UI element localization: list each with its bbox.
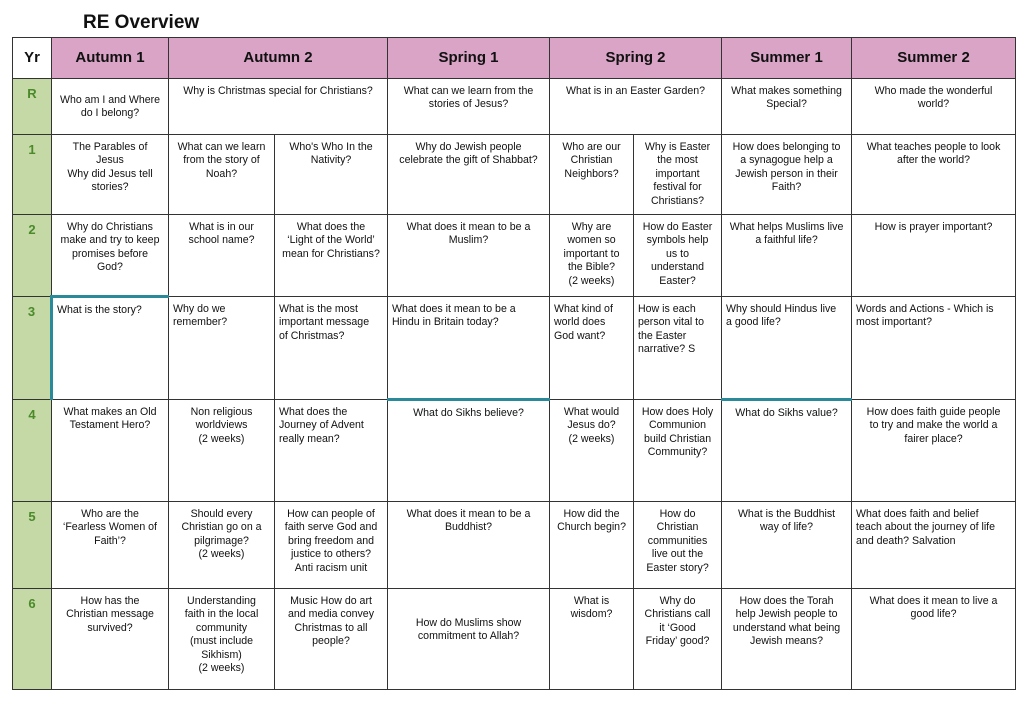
cell-6-autumn2b: Music How do art and media convey Christmas to all people? xyxy=(275,589,388,690)
cell-5-spring2b: How do Christian communities live out the Easter story? xyxy=(634,502,722,589)
cell-2-summer1: What helps Muslims live a faithful life? xyxy=(722,215,852,297)
cell-1-autumn1: The Parables of Jesus Why did Jesus tell stories? xyxy=(52,135,169,215)
cell-6-spring2b: Why do Christians call it ‘Good Friday’ good? xyxy=(634,589,722,690)
cell-4-summer2: How does faith guide people to try and make the world a fairer place? xyxy=(852,400,1016,502)
year-cell: R xyxy=(13,79,52,135)
cell-6-summer1: How does the Torah help Jewish people to understand what being Jewish means? xyxy=(722,589,852,690)
cell-5-autumn1: Who are the ‘Fearless Women of Faith’? xyxy=(52,502,169,589)
page-title: RE Overview xyxy=(83,12,200,33)
cell-4-spring2b: How does Holy Communion build Christian Community? xyxy=(634,400,722,502)
header-autumn-1: Autumn 1 xyxy=(52,38,169,79)
cell-3-summer1: Why should Hindus live a good life? xyxy=(722,297,852,400)
table-row-4 xyxy=(13,400,1016,502)
header-spring-1: Spring 1 xyxy=(388,38,550,79)
cell-5-summer2: What does faith and belief teach about the journey of life and death? Salvation xyxy=(852,502,1016,589)
cell-3-autumn1: What is the story? xyxy=(52,297,169,400)
header-autumn-2: Autumn 2 xyxy=(169,38,388,79)
re-overview-table xyxy=(12,37,1016,690)
cell-6-autumn2a: Understanding faith in the local community (must include Sikhism) (2 weeks) xyxy=(169,589,275,690)
cell-4-spring1: What do Sikhs believe? xyxy=(388,400,550,502)
cell-r-spring2: What is in an Easter Garden? xyxy=(550,79,722,135)
year-cell: 4 xyxy=(13,400,52,502)
cell-5-autumn2b: How can people of faith serve God and bring freedom and justice to others? Anti racism unit xyxy=(275,502,388,589)
cell-2-autumn2b: What does the ‘Light of the World’ mean for Christians? xyxy=(275,215,388,297)
year-cell: 3 xyxy=(13,297,52,400)
cell-3-spring1: What does it mean to be a Hindu in Britain today? xyxy=(388,297,550,400)
cell-1-autumn2a: What can we learn from the story of Noah? xyxy=(169,135,275,215)
table-row-3 xyxy=(13,297,1016,400)
cell-6-autumn1: How has the Christian message survived? xyxy=(52,589,169,690)
cell-r-summer1: What makes something Special? xyxy=(722,79,852,135)
header-row xyxy=(13,38,1016,79)
cell-4-autumn2b: What does the Journey of Advent really mean? xyxy=(275,400,388,502)
cell-4-autumn1: What makes an Old Testament Hero? xyxy=(52,400,169,502)
cell-5-spring1: What does it mean to be a Buddhist? xyxy=(388,502,550,589)
cell-5-summer1: What is the Buddhist way of life? xyxy=(722,502,852,589)
cell-3-summer2: Words and Actions - Which is most important? xyxy=(852,297,1016,400)
cell-3-autumn2b: What is the most important message of Christmas? xyxy=(275,297,388,400)
cell-3-autumn2a: Why do we remember? xyxy=(169,297,275,400)
cell-6-summer2: What does it mean to live a good life? xyxy=(852,589,1016,690)
cell-4-autumn2a: Non religious worldviews (2 weeks) xyxy=(169,400,275,502)
cell-1-spring2b: Why is Easter the most important festival for Christians? xyxy=(634,135,722,215)
cell-2-summer2: How is prayer important? xyxy=(852,215,1016,297)
header-summer-1: Summer 1 xyxy=(722,38,852,79)
cell-1-summer2: What teaches people to look after the world? xyxy=(852,135,1016,215)
cell-3-spring2a: What kind of world does God want? xyxy=(550,297,634,400)
table-row-5 xyxy=(13,502,1016,589)
cell-r-spring1: What can we learn from the stories of Jesus? xyxy=(388,79,550,135)
cell-1-autumn2b: Who's Who In the Nativity? xyxy=(275,135,388,215)
cell-6-spring1: How do Muslims show commitment to Allah? xyxy=(388,589,550,690)
cell-1-spring1: Why do Jewish people celebrate the gift of Shabbat? xyxy=(388,135,550,215)
table-row-r xyxy=(13,79,1016,135)
table-row-2 xyxy=(13,215,1016,297)
cell-2-autumn1: Why do Christians make and try to keep promises before God? xyxy=(52,215,169,297)
cell-3-spring2b: How is each person vital to the Easter narrative? S xyxy=(634,297,722,400)
table-row-1 xyxy=(13,135,1016,215)
header-yr: Yr xyxy=(13,38,52,79)
cell-6-spring2a: What is wisdom? xyxy=(550,589,634,690)
cell-4-summer1: What do Sikhs value? xyxy=(722,400,852,502)
table-row-6 xyxy=(13,589,1016,690)
cell-r-summer2: Who made the wonderful world? xyxy=(852,79,1016,135)
cell-r-autumn1: Who am I and Where do I belong? xyxy=(52,79,169,135)
cell-1-spring2a: Who are our Christian Neighbors? xyxy=(550,135,634,215)
cell-1-summer1: How does belonging to a synagogue help a Jewish person in their Faith? xyxy=(722,135,852,215)
cell-2-spring2b: How do Easter symbols help us to understand Easter? xyxy=(634,215,722,297)
cell-5-spring2a: How did the Church begin? xyxy=(550,502,634,589)
cell-4-spring2a: What would Jesus do? (2 weeks) xyxy=(550,400,634,502)
cell-2-spring2a: Why are women so important to the Bible? (2 weeks) xyxy=(550,215,634,297)
cell-2-autumn2a: What is in our school name? xyxy=(169,215,275,297)
header-spring-2: Spring 2 xyxy=(550,38,722,79)
cell-5-autumn2a: Should every Christian go on a pilgrimage? (2 weeks) xyxy=(169,502,275,589)
year-cell: 2 xyxy=(13,215,52,297)
cell-r-autumn2: Why is Christmas special for Christians? xyxy=(169,79,388,135)
year-cell: 5 xyxy=(13,502,52,589)
year-cell: 6 xyxy=(13,589,52,690)
year-cell: 1 xyxy=(13,135,52,215)
cell-2-spring1: What does it mean to be a Muslim? xyxy=(388,215,550,297)
header-summer-2: Summer 2 xyxy=(852,38,1016,79)
